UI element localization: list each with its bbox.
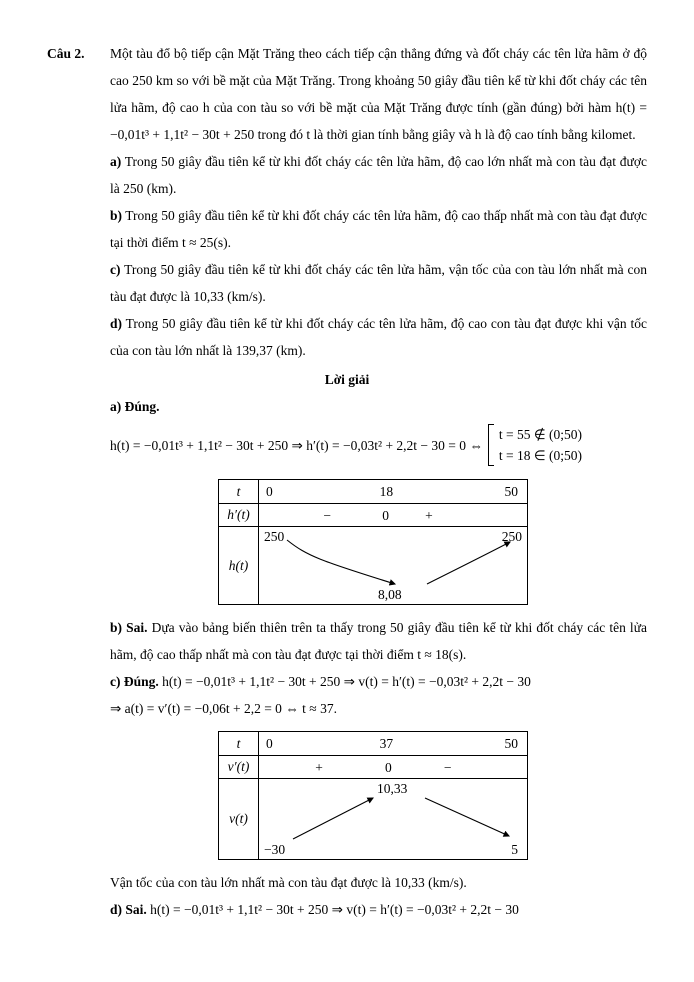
table-h-t2: 50 [504,484,518,499]
part-d-formula: h(t) = −0,01t³ + 1,1t² − 30t + 250 ⇒ v(t) = h′(t) = −0,03t² + 2,2t − 30 [150,902,519,917]
table-v-header-t: t [219,732,259,755]
table-h-t1: 18 [379,484,394,499]
equation-a-cases [488,424,582,466]
statement-a-label: a) [110,154,122,169]
part-b-label: b) Sai. [110,620,148,635]
question-block [47,40,647,148]
table-h-header-deriv: h′(t) [219,504,259,526]
part-b-text: Dựa vào bảng biến thiên trên ta thấy trong 50 giây đầu tiên kể từ khi đốt cháy các tên lửa hãm, độ cao thấp nhất mà con tàu đạt được tại thời điểm t ≈ 18(s). [110,620,647,662]
statement-c [110,256,647,310]
statement-b [110,202,647,256]
solution-heading: Lời giải [324,372,370,387]
table-h-row-t [219,480,527,503]
question-intro: Một tàu đổ bộ tiếp cận Mặt Trăng theo cách tiếp cận thẳng đứng và đốt cháy các tên lửa hãm ở độ cao 250 km so với bề mặt của Mặt Trăng. Trong khoảng 50 giây đầu tiên kể từ khi đốt cháy các tên lửa hãm, độ cao h của con tàu so với bề mặt của Mặt Trăng được tính (gần đúng) bởi hàm h(t) = −0,01t³ + 1,1t² − 30t + 250 trong đó t là thời gian tính bằng giây và h là độ cao tính bằng kilomet. [110,46,647,142]
increase-arrow-icon [293,798,373,839]
question-label: Câu 2. [47,46,85,61]
statement-a [110,148,647,202]
table-h-value-min: 8,08 [378,587,402,602]
table-v-value-max: 10,33 [377,781,408,796]
statement-c-text: Trong 50 giây đầu tiên kể từ khi đốt cháy các tên lửa hãm, vận tốc của con tàu lớn nhất mà con tàu đạt được là 10,33 (km/s). [110,262,647,304]
table-h-t0: 0 [266,484,273,499]
decrease-arrow-icon [425,798,509,836]
statement-a-text: Trong 50 giây đầu tiên kể từ khi đốt cháy các tên lửa hãm, độ cao lớn nhất mà con tàu đạt được là 250 (km). [110,154,647,196]
variation-table-h [218,479,528,605]
table-v-row-sign [219,755,527,778]
table-v-sign-zero: 0 [384,760,392,775]
table-v-sign-pos: + [315,760,323,775]
case-line-1: t = 55 ∉ (0;50) [498,427,583,442]
table-h-sign-zero: 0 [382,508,390,523]
table-h-sign-pos: + [425,508,433,523]
table-v-t0: 0 [266,736,273,751]
table-v-t2: 50 [504,736,518,751]
statement-b-label: b) [110,208,123,223]
part-c-conclusion: Vận tốc của con tàu lớn nhất mà con tàu đạt được là 10,33 (km/s). [110,875,467,890]
table-v-t1: 37 [379,736,394,751]
table-h-row-fn [219,526,527,604]
table-v-header-deriv: v′(t) [219,756,259,778]
part-b [110,614,647,668]
statement-d-label: d) [110,316,123,331]
table-h-sign-neg: − [323,508,331,523]
part-c-line2: ⇒ a(t) = v′(t) = −0,06t + 2,2 = 0 ⇔ t ≈ 37. [110,701,337,716]
table-v-row-fn [219,778,527,859]
variation-table-v [218,731,528,860]
table-h-value-right: 250 [501,529,522,544]
statement-d [110,310,647,364]
table-v-value-left: −30 [264,842,286,857]
table-h-value-left: 250 [264,529,285,544]
table-v-value-right: 5 [511,842,518,857]
part-a-label: a) Đúng. [110,399,160,414]
case-line-2: t = 18 ∈ (0;50) [498,448,583,463]
part-d-label: d) Sai. [110,902,147,917]
statement-d-text: Trong 50 giây đầu tiên kể từ khi đốt cháy các tên lửa hãm, độ cao con tàu đạt được khi vận tốc của con tàu lớn nhất là 139,37 (km). [110,316,647,358]
part-c-line1 [110,668,647,695]
statement-c-label: c) [110,262,121,277]
statement-b-text: Trong 50 giây đầu tiên kể từ khi đốt cháy các tên lửa hãm, độ cao thấp nhất mà con tàu đạt được tại thời điểm t ≈ 25(s). [110,208,647,250]
table-v-sign-neg: − [443,760,452,775]
part-c-formula1: h(t) = −0,01t³ + 1,1t² − 30t + 250 ⇒ v(t) = h′(t) = −0,03t² + 2,2t − 30 [162,674,531,689]
table-h-row-sign [219,503,527,526]
table-v-row-t [219,732,527,755]
equation-a-main: h(t) = −0,01t³ + 1,1t² − 30t + 250 ⇒ h′(t) = −0,03t² + 2,2t − 30 = 0 ⇔ [110,437,483,453]
part-c-label: c) Đúng. [110,674,159,689]
table-h-header-fn: h(t) [219,527,259,604]
increase-arrow-icon [427,542,510,584]
decrease-arrow-icon [287,540,395,584]
table-h-header-t: t [219,480,259,503]
part-d [110,896,647,923]
table-v-header-fn: v(t) [219,779,259,859]
equation-a [110,420,647,470]
